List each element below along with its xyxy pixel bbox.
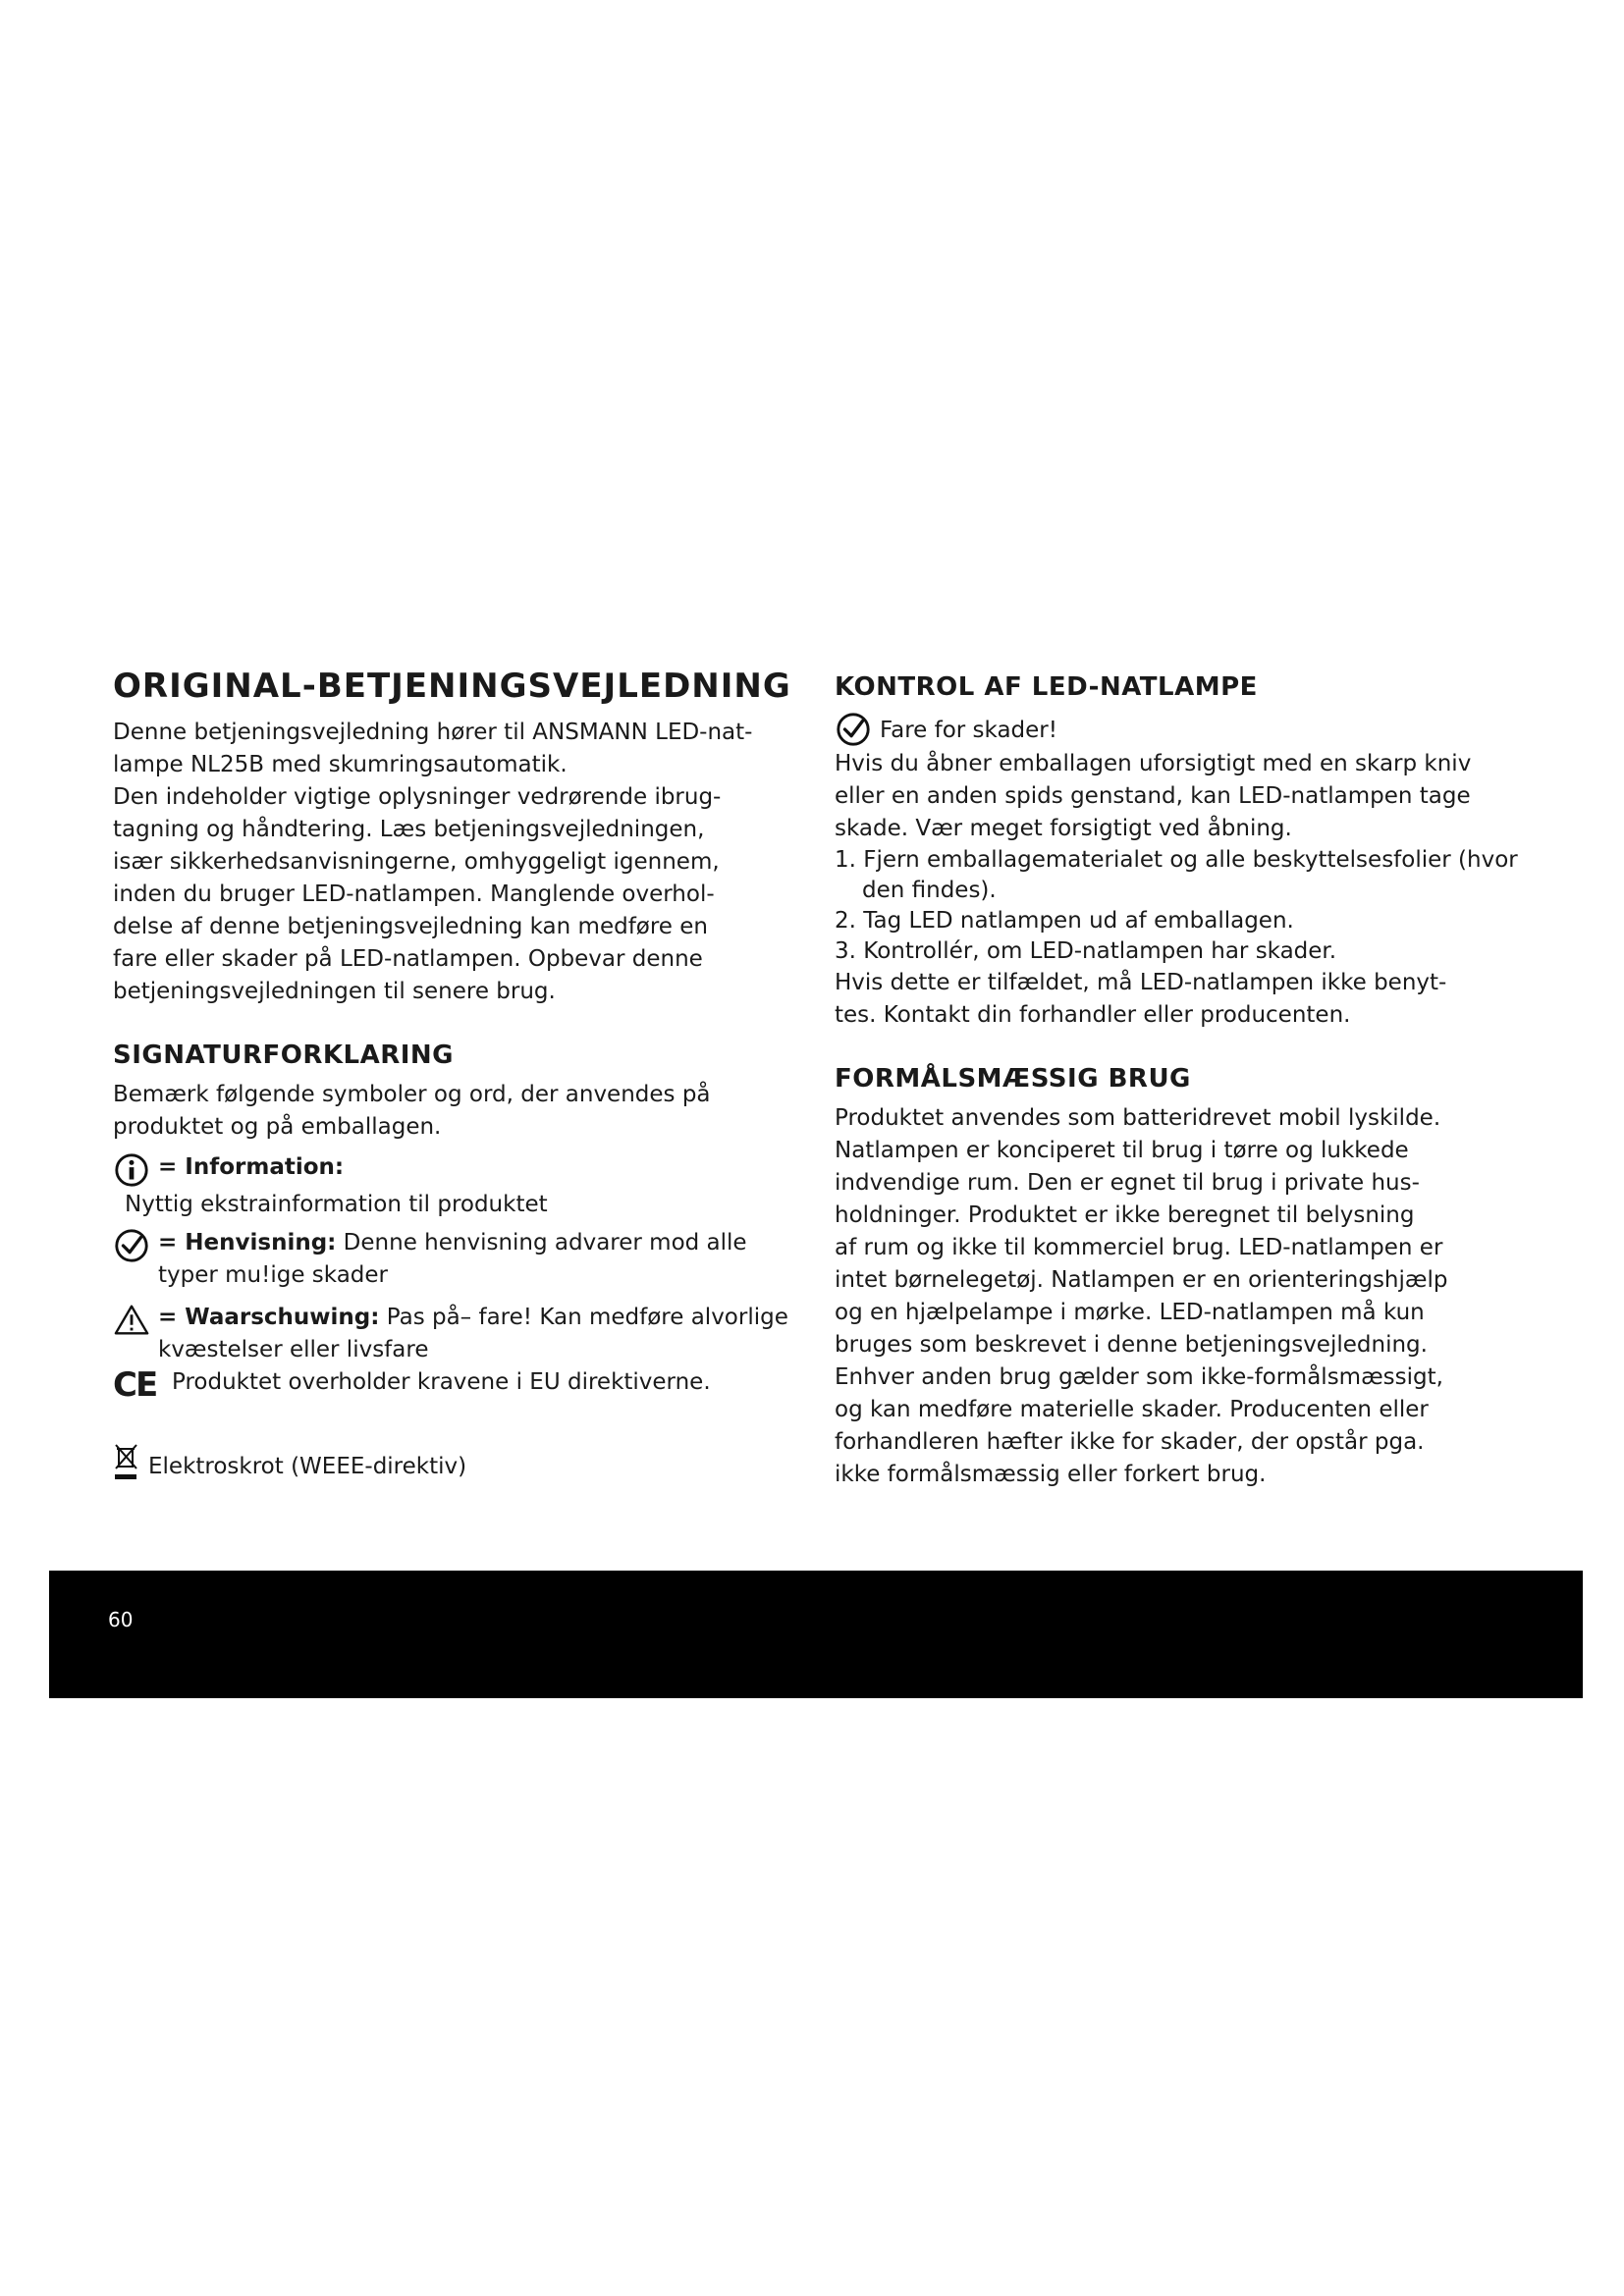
ce-symbol-row [113,1366,820,1404]
ce-mark: CE [113,1365,157,1405]
intro-paragraph: Denne betjeningsvejledning hører til ANSMANN LED-nat- lampe NL25B med skumringsautomatik. Den indeholder vigtige oplysninger vedrørende ibrug- tagning og håndtering. Læs betjeningsvejledningen, især sikkerhedsanvisningerne, omhyggeligt igennem, inden du bruger LED-natlampen. Manglende overhol- delse af denne betjeningsvejledning kan medføre en fare eller skader på LED-natlampen. Opbevar denne betjeningsvejledningen til senere brug. [113,720,753,1004]
footer-bar [49,1571,1583,1698]
info-text: Nyttig ekstrainformation til produktet [125,1192,548,1217]
brug-title: FORMÅLSMÆSSIG BRUG [835,1064,1191,1094]
henvisning-text: Denne henvisning advarer mod alle typer mu!ige skader [158,1230,747,1288]
weee-text: Elektroskrot (WEEE-direktiv) [148,1454,467,1479]
check-circle-icon [113,1227,150,1264]
warning-text: Pas på– fare! Kan medføre alvorlige kvæstelser eller livsfare [158,1305,788,1362]
warning-triangle-icon [113,1302,150,1339]
list-item: 1. Fjern emballagematerialet og alle beskyttelsesfolier (hvor den findes). [835,847,1518,903]
signatur-intro: Bemærk følgende symboler og ord, der anvendes på produktet og på emballagen. [113,1082,711,1140]
crossed-bin-icon [113,1443,140,1480]
signatur-title: SIGNATURFORKLARING [113,1041,454,1070]
list-item: 3. Kontrollér, om LED-natlampen har skader. [835,938,1337,964]
warning-line [158,1302,820,1366]
info-symbol-row [113,1151,820,1189]
weee-symbol-row [113,1443,820,1483]
page-number: 60 [108,1608,134,1631]
right-column [835,666,1522,1491]
fare-text: Fare for skader! [880,718,1057,743]
list-item: 2. Tag LED natlampen ud af emballagen. [835,908,1294,934]
kontrol-steps [835,845,1522,967]
kontrol-title: KONTROL AF LED-NATLAMPE [835,672,1258,702]
henvisning-symbol-row [113,1227,820,1292]
ce-mark-icon [113,1366,164,1404]
warning-symbol-row [113,1302,820,1366]
henvisning-line [158,1227,820,1292]
kontrol-intro: Hvis du åbner emballagen uforsigtigt med en skarp kniv eller en anden spids genstand, kan LED-natlampen tage skade. Vær meget forsigtigt ved åbning. [835,751,1472,841]
kontrol-outro: Hvis dette er tilfældet, må LED-natlampen ikke benyt- tes. Kontakt din forhandler eller producenten. [835,970,1447,1028]
warning-label: = Waarschuwing: [158,1305,380,1330]
fare-row [835,711,1522,748]
check-circle-icon [835,711,872,748]
henvisning-label: = Henvisning: [158,1230,337,1255]
ce-text: Produktet overholder kravene i EU direktiverne. [172,1369,711,1395]
main-title: ORIGINAL-BETJENINGSVEJLEDNING [113,667,791,706]
info-label: = Information: [158,1154,345,1180]
info-circle-icon [113,1151,150,1189]
brug-text: Produktet anvendes som batteridrevet mobil lyskilde. Natlampen er konciperet til brug i tørre og lukkede indvendige rum. Den er egnet til brug i private hus- holdninger. Produktet er ikke beregnet til belysning af rum og ikke til kommerciel brug. LED-natlampen er intet børnelegetøj. Natlampen er en orienteringshjælp og en hjælpelampe i mørke. LED-natlampen må kun bruges som beskrevet i denne betjeningsvejledning. Enhver anden brug gælder som ikke-formålsmæssigt, og kan medføre materielle skader. Producenten eller forhandleren hæfter ikke for skader, der opstår pga. ikke formålsmæssig eller forkert brug. [835,1105,1448,1487]
left-column [113,666,820,1483]
